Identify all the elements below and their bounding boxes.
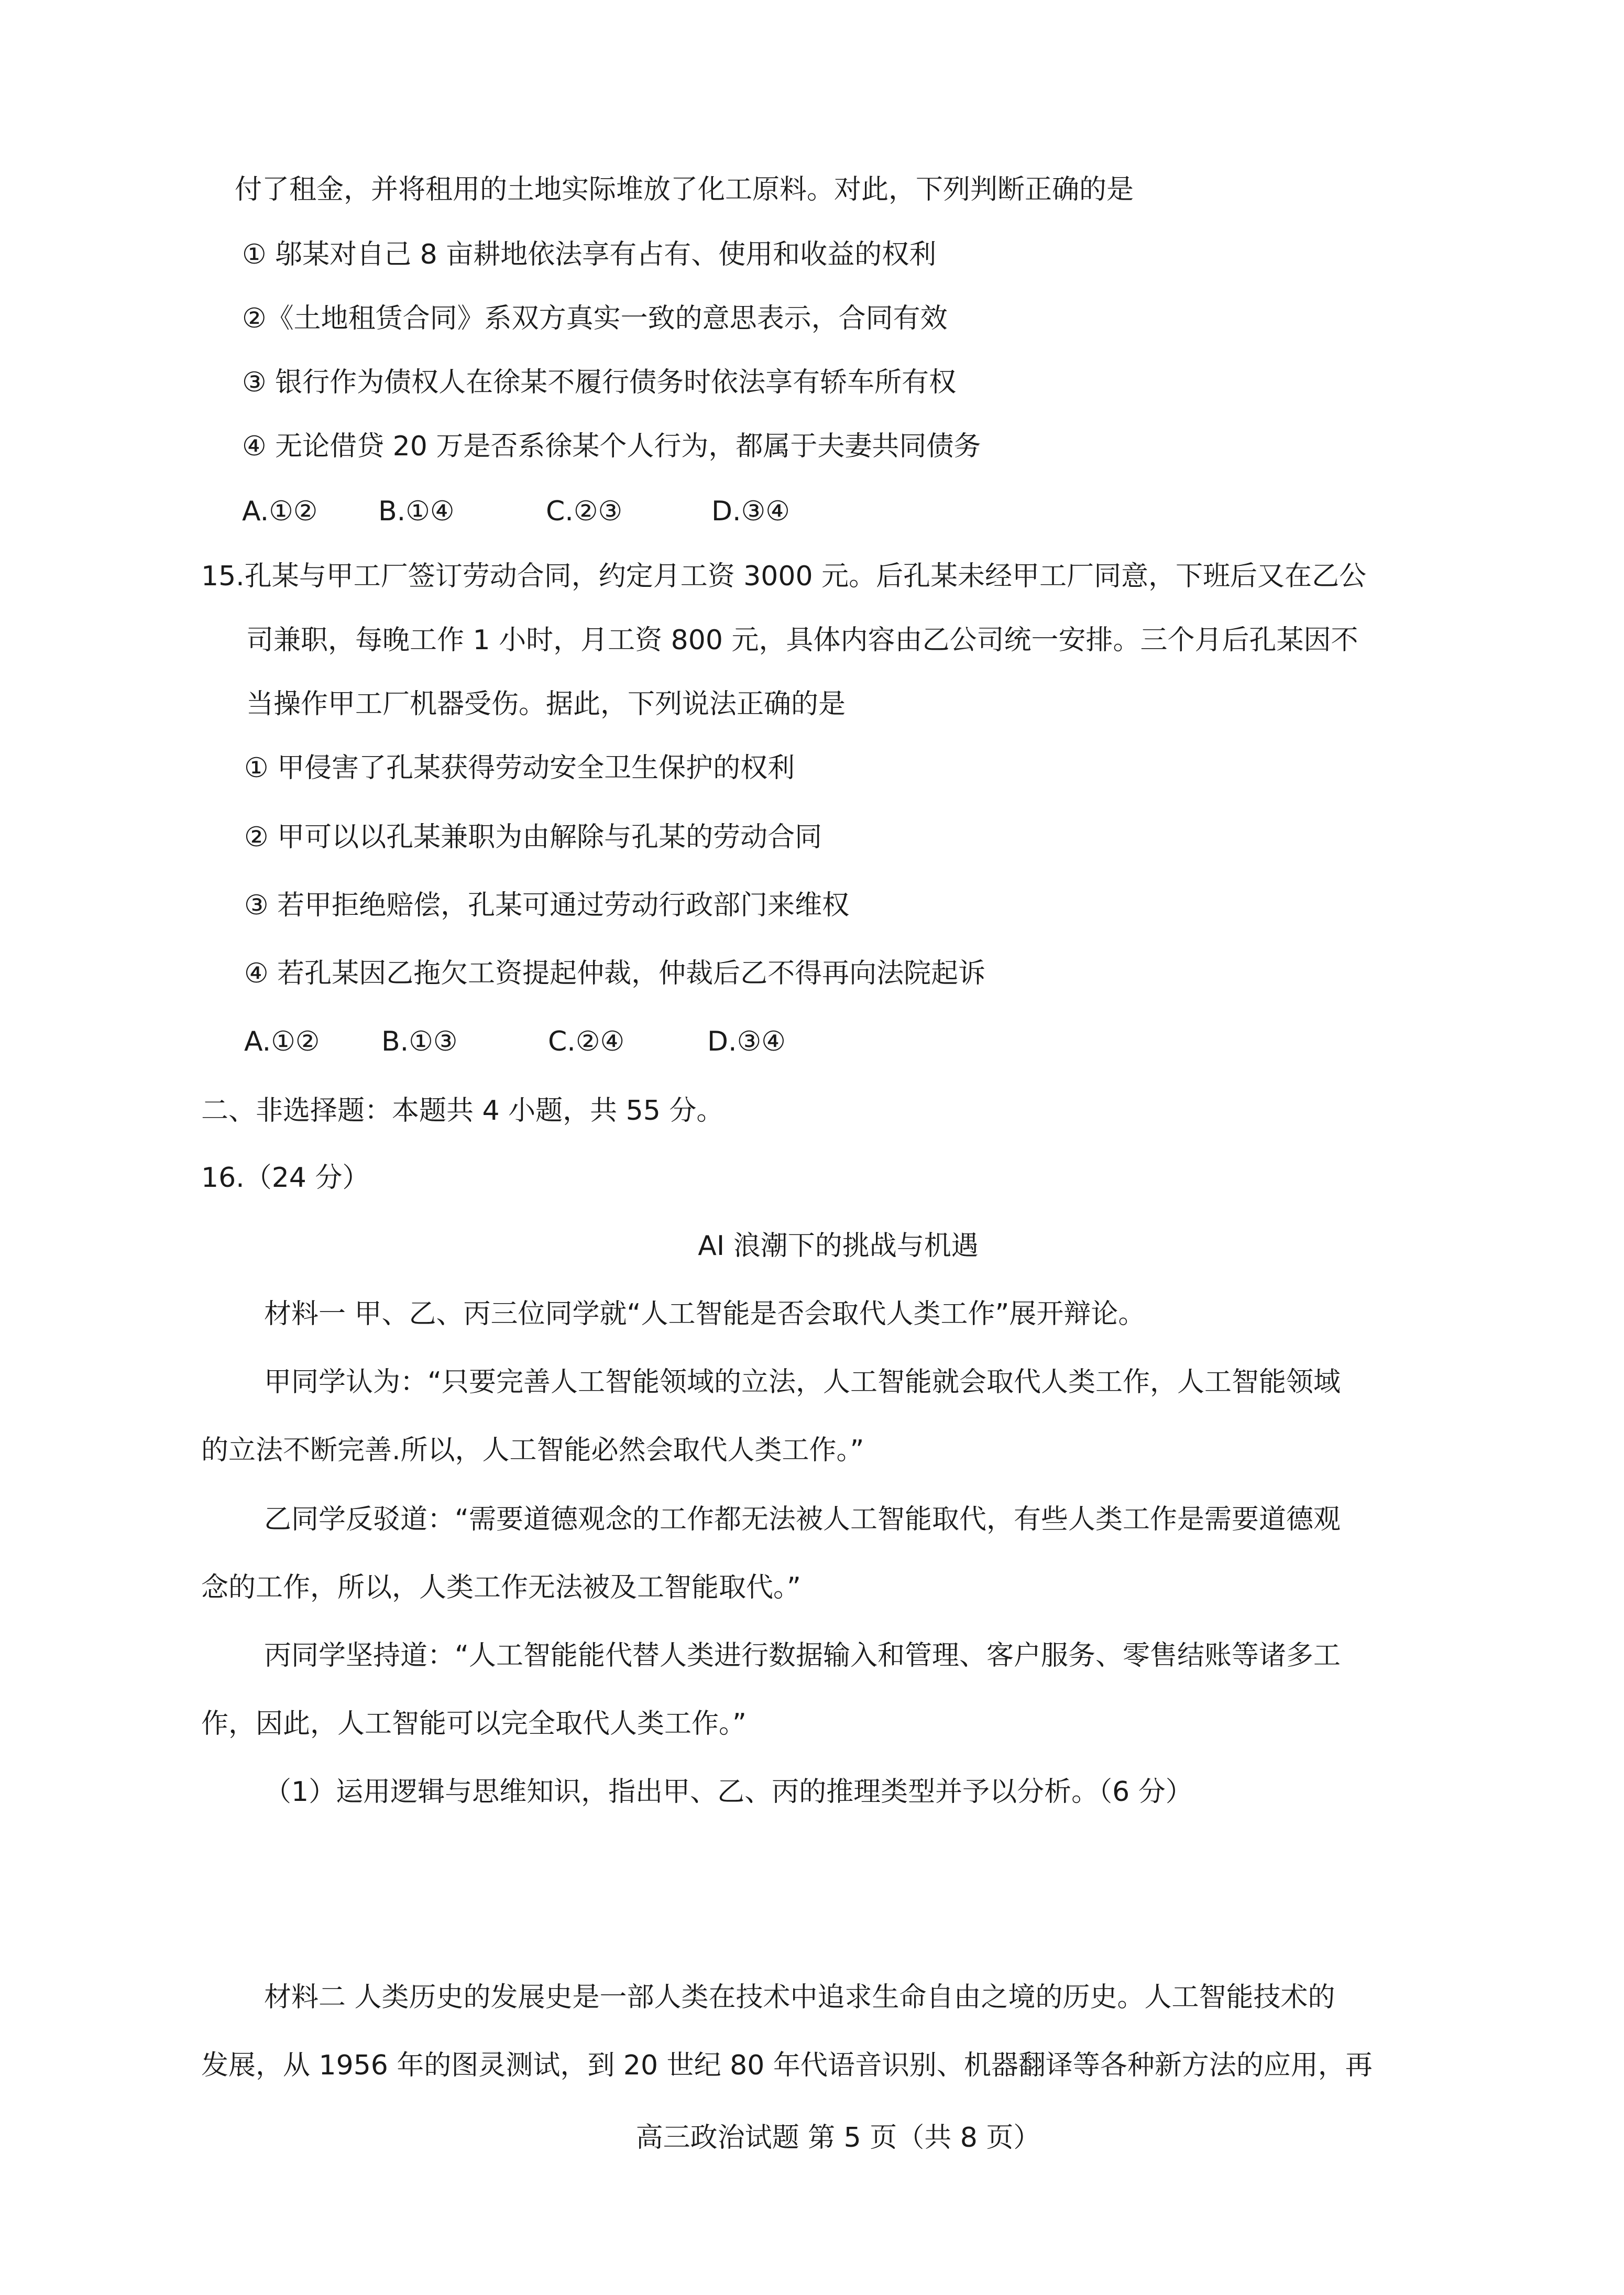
material-2-line-1: 材料二 人类历史的发展史是一部人类在技术中追求生命自由之境的历史。人工智能技术的	[264, 1982, 1335, 2013]
q14-statement-1: ① 邬某对自己 8 亩耕地依法享有占有、使用和收益的权利	[242, 239, 937, 270]
q15-option-d: D.③④	[707, 1026, 786, 1057]
q15-option-c: C.②④	[548, 1026, 625, 1057]
page-footer: 高三政治试题 第 5 页（共 8 页）	[635, 2122, 1041, 2154]
q16-title: AI 浪潮下的挑战与机遇	[698, 1230, 979, 1262]
q14-option-c: C.②③	[546, 496, 623, 527]
q15-stem-line-3: 当操作甲工厂机器受伤。据此，下列说法正确的是	[246, 688, 846, 720]
q15-stem-line-2: 司兼职，每晚工作 1 小时，月工资 800 元，具体内容由乙公司统一安排。三个月后孔某因不	[246, 625, 1358, 656]
q16-heading: 16.（24 分）	[201, 1162, 370, 1194]
sub-question-1: （1）运用逻辑与思维知识，指出甲、乙、丙的推理类型并予以分析。（6 分）	[264, 1776, 1193, 1808]
q14-continuation: 付了租金，并将租用的土地实际堆放了化工原料。对此，下列判断正确的是	[235, 174, 1134, 205]
q15-statement-3: ③ 若甲拒绝赔偿，孔某可通过劳动行政部门来维权	[244, 890, 850, 921]
student-bing-line-2: 作，因此，人工智能可以完全取代人类工作。”	[201, 1708, 747, 1740]
q14-statement-2: ②《土地租赁合同》系双方真实一致的意思表示，合同有效	[242, 303, 948, 334]
q14-statement-4: ④ 无论借贷 20 万是否系徐某个人行为，都属于夫妻共同债务	[242, 431, 981, 462]
material-2-line-2: 发展，从 1956 年的图灵测试，到 20 世纪 80 年代语音识别、机器翻译等各种新方法的应用，再	[201, 2050, 1373, 2081]
student-jia-line-2: 的立法不断完善.所以，人工智能必然会取代人类工作。”	[201, 1435, 864, 1466]
q15-stem-line-1: 15.孔某与甲工厂签订劳动合同，约定月工资 3000 元。后孔某未经甲工厂同意，下班后又在乙公	[201, 561, 1367, 592]
student-yi-line-2: 念的工作，所以，人类工作无法被及工智能取代。”	[201, 1572, 801, 1603]
q15-statement-1: ① 甲侵害了孔某获得劳动安全卫生保护的权利	[244, 752, 795, 784]
q14-option-b: B.①④	[378, 496, 455, 527]
student-jia-line-1: 甲同学认为：“只要完善人工智能领域的立法，人工智能就会取代人类工作，人工智能领域	[264, 1367, 1341, 1398]
student-yi-line-1: 乙同学反驳道：“需要道德观念的工作都无法被人工智能取代，有些人类工作是需要道德观	[264, 1504, 1341, 1535]
q15-statement-2: ② 甲可以以孔某兼职为由解除与孔某的劳动合同	[244, 822, 822, 853]
section-2-heading: 二、非选择题：本题共 4 小题，共 55 分。	[201, 1095, 724, 1127]
q14-statement-3: ③ 银行作为债权人在徐某不履行债务时依法享有轿车所有权	[242, 367, 957, 398]
q15-option-a: A.①②	[244, 1026, 320, 1057]
q15-option-b: B.①③	[381, 1026, 458, 1057]
q14-option-d: D.③④	[711, 496, 790, 527]
q14-option-a: A.①②	[242, 496, 318, 527]
material-1-intro: 材料一 甲、乙、丙三位同学就“人工智能是否会取代人类工作”展开辩论。	[264, 1298, 1146, 1330]
q15-statement-4: ④ 若孔某因乙拖欠工资提起仲裁，仲裁后乙不得再向法院起诉	[244, 958, 986, 989]
student-bing-line-1: 丙同学坚持道：“人工智能能代替人类进行数据输入和管理、客户服务、零售结账等诸多工	[264, 1640, 1341, 1671]
